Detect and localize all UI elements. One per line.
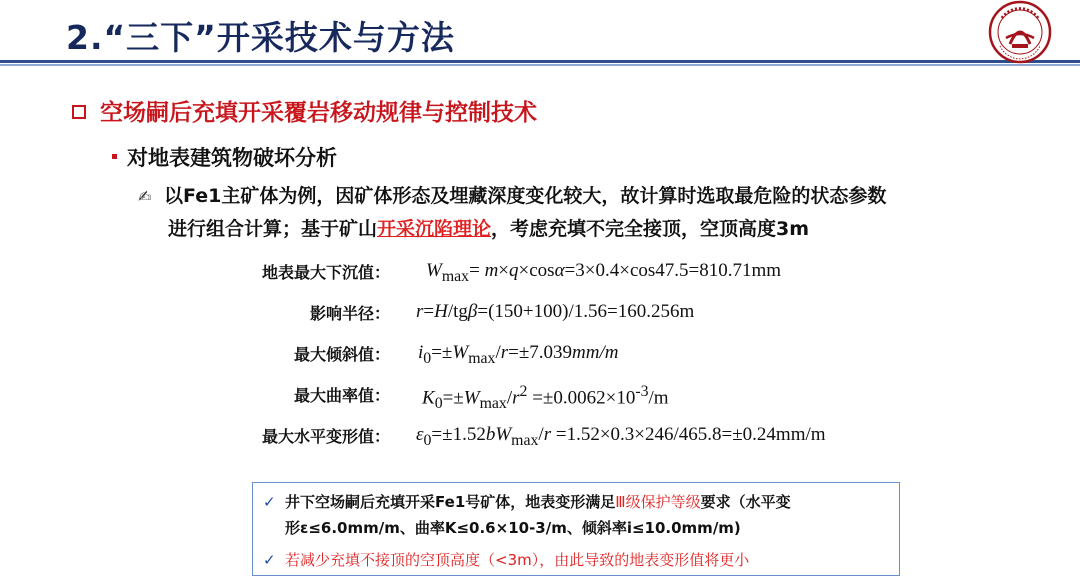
formula-row [0,383,390,413]
university-seal-logo [988,0,1052,64]
section-heading-text: 空场嗣后充填开采覆岩移动规律与控制技术 [100,100,537,126]
formula-expression: $i_0=\pm W_{max}/r=\pm 7.039mm/m$ [418,342,619,367]
conclusion-item-continued: 形ε≤6.0mm/m、曲率K≤0.6×10-3/m、倾斜率i≤10.0mm/m) [285,519,741,537]
formula-row [0,260,390,290]
pen-icon: ✍ [138,187,152,206]
conclusion-box [252,482,900,576]
conclusion-item: ✓ 井下空场嗣后充填开采Fe1号矿体，地表变形满足Ⅲ级保护等级要求（水平变 [263,493,791,511]
formula-expression: $\varepsilon_0=\pm 1.52bW_{max}/r =1.52\times 0.3\times 246/465.8=\pm 0.24mm/m$ [416,424,826,449]
formula-label: 最大水平变形值： [261,427,390,446]
formula-label: 地表最大下沉值： [261,263,390,282]
formula-expression: $W_{max}= m\times q\times\cos\alpha=3\times 0.4\times\cos 47.5=810.71mm$ [426,260,782,285]
subheading [112,142,337,172]
formula-row [0,342,390,372]
conclusion-item: ✓ 若减少充填不接顶的空顶高度（<3m），由此导致的地表变形值将更小 [263,551,750,569]
formula-row [0,301,390,331]
paragraph-line-2: 进行组合计算；基于矿山开采沉陷理论，考虑充填不完全接顶，空顶高度3m [168,218,810,240]
paragraph-line-1: ✍ 以Fe1主矿体为例，因矿体形态及埋藏深度变化较大，故计算时选取最危险的状态参数 [138,180,1038,213]
formula-expression: r=H/tgβ=(150+100)/1.56=160.256m [416,301,695,322]
slide-title: 2.“三下”开采技术与方法 [66,18,455,57]
formula-label: 最大倾斜值： [293,345,390,364]
highlighted-term: 开采沉陷理论 [377,218,492,240]
section-heading [72,94,537,127]
protection-level-text: Ⅲ级保护等级 [615,493,701,511]
formula-row [0,424,390,454]
square-bullet-icon [72,105,86,119]
body-paragraph [138,180,1038,246]
formula-label: 影响半径： [309,304,390,323]
title-rule-secondary [0,64,1080,66]
subheading-text: 对地表建筑物破坏分析 [127,146,337,170]
title-bar [0,0,1080,60]
dot-bullet-icon [112,154,117,159]
formula-expression: $K_0=\pm W_{max}/r^2 =\pm 0.0062\times 10^{-3}/m$ [422,383,669,413]
formula-label: 最大曲率值： [293,386,390,405]
check-icon: ✓ [263,493,276,511]
check-icon: ✓ [263,551,276,569]
title-rule [0,60,1080,63]
